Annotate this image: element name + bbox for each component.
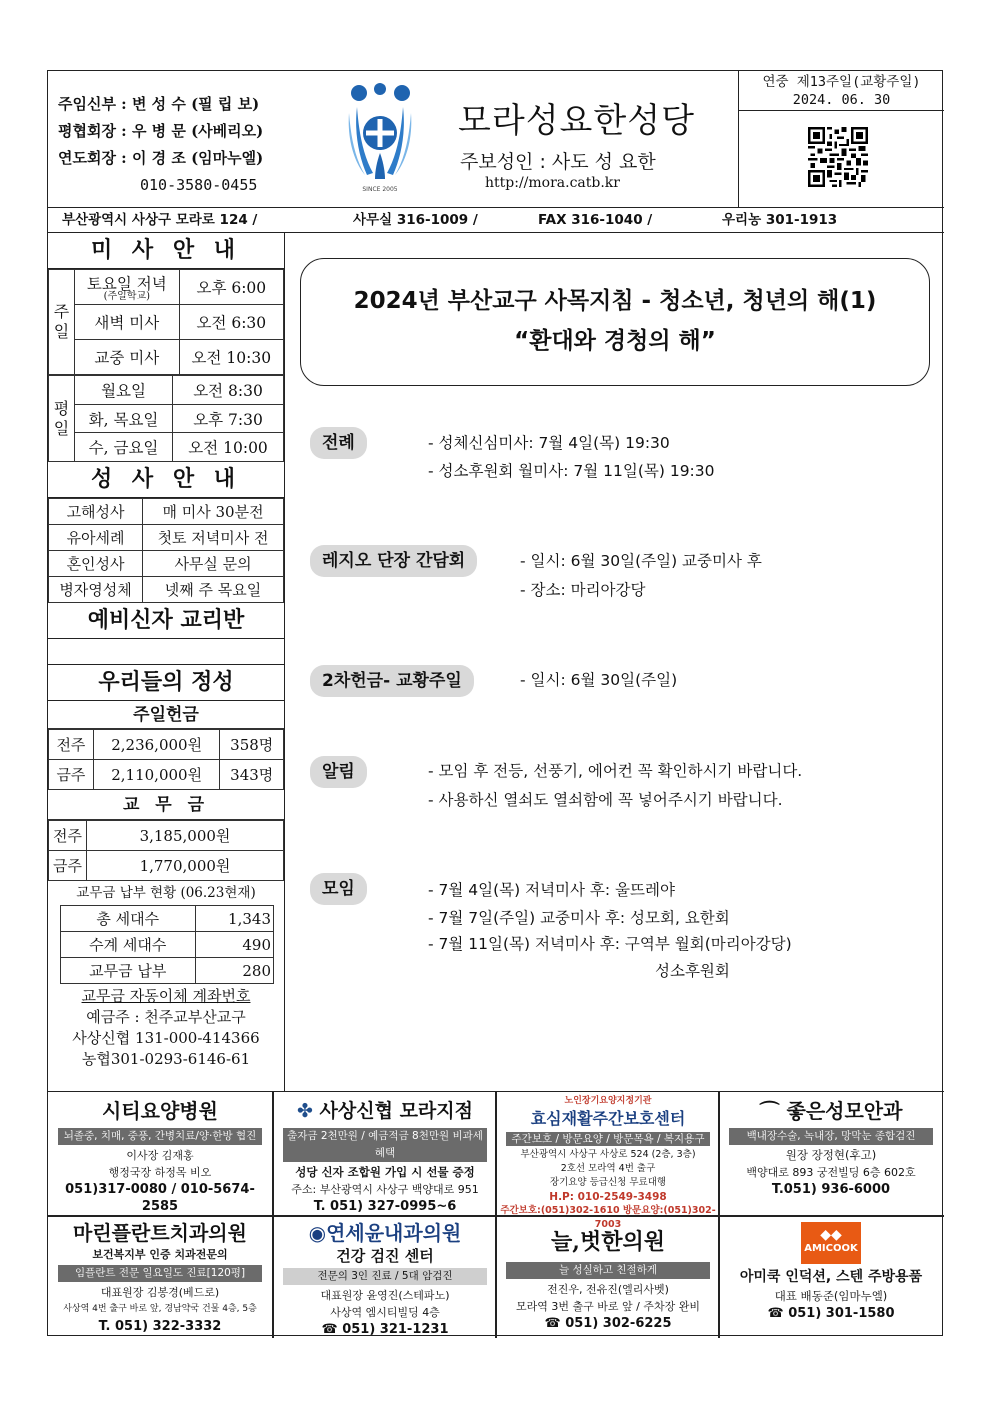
ad-line: 주소: 부산광역시 사상구 백양대로 951 bbox=[291, 1183, 479, 1196]
ad-name: 늘,벗한의원 bbox=[551, 1229, 665, 1255]
header bbox=[48, 71, 944, 208]
notice-item: - 성소후원회 월미사: 7월 11일(목) 19:30 bbox=[428, 462, 715, 480]
table-row bbox=[49, 730, 284, 760]
ad-sub: 건강 검진 센터 bbox=[336, 1247, 434, 1265]
ad-line: 백양대로 893 궁전빌딩 6층 602호 bbox=[746, 1166, 916, 1179]
announcement-badge: 알림 bbox=[310, 756, 367, 788]
account-title: 교무금 자동이체 계좌번호 bbox=[81, 987, 251, 1006]
mass-name: 토요일 저녁 (주일학교) bbox=[75, 270, 180, 305]
ad-daycare-center[interactable] bbox=[496, 1092, 720, 1230]
table-row bbox=[49, 499, 284, 525]
ad-name: ⌒ 좋은성모안과 bbox=[759, 1099, 903, 1123]
ad-oriental-clinic[interactable] bbox=[496, 1216, 720, 1339]
table-row bbox=[49, 340, 284, 375]
sunday-offering-title: 주일헌금 bbox=[48, 701, 284, 729]
ad-phone: ☎ 051) 301-1580 bbox=[767, 1306, 895, 1321]
account-info bbox=[48, 984, 284, 1070]
sacrament-table bbox=[48, 498, 284, 603]
ad-amicook[interactable] bbox=[719, 1216, 943, 1339]
ad-line: 대표원장 윤영진(스테파노) bbox=[320, 1289, 450, 1302]
ad-strip: 전문의 3인 진료 / 5대 암검진 bbox=[283, 1268, 487, 1285]
ad-line: 부산광역시 사상구 사상로 524 (2층, 3층) bbox=[520, 1149, 696, 1160]
issue-date: 2024. 06. 30 bbox=[792, 92, 891, 108]
ad-strip: 뇌졸중, 치매, 중풍, 간병치료/양·한방 협진 bbox=[58, 1128, 262, 1145]
notice-item: - 모임 후 전등, 선풍기, 에어컨 꼭 확인하시기 바랍니다. bbox=[428, 762, 803, 780]
table-row bbox=[49, 270, 284, 305]
sacrament-name: 혼인성사 bbox=[49, 551, 143, 577]
ad-line: 대표원장 김봉경(베드로) bbox=[100, 1286, 220, 1299]
ad-name: 아미쿡 인덕션, 스텐 주방용품 bbox=[739, 1269, 923, 1285]
ad-phone: ☎ 051) 321-1231 bbox=[321, 1322, 449, 1337]
ad-phone: T. 051) 327-0995~6 bbox=[313, 1199, 457, 1214]
sacrament-name: 병자영성체 bbox=[49, 577, 143, 603]
issue-box bbox=[739, 71, 944, 111]
ad-line: 장기요양 등급신청 무료대행 bbox=[549, 1177, 667, 1188]
table-row bbox=[49, 760, 284, 790]
week-label: 전주 bbox=[49, 730, 94, 760]
ad-line: 대표 배동준(임마누엘) bbox=[774, 1289, 888, 1303]
mass-time: 오전 10:30 bbox=[179, 340, 283, 375]
status-value: 490 bbox=[195, 932, 273, 958]
offering-amount: 2,236,000원 bbox=[93, 730, 220, 760]
status-value: 1,343 bbox=[195, 906, 273, 932]
logo-since-text: SINCE 2005 bbox=[362, 186, 398, 193]
sacrament-time: 넷째 주 목요일 bbox=[143, 577, 284, 603]
contact-bar bbox=[48, 208, 944, 233]
offering-count: 358명 bbox=[220, 730, 284, 760]
table-row bbox=[49, 525, 284, 551]
notice-item: - 7월 11일(목) 저녁미사 후: 구역부 월회(마리아강당) bbox=[428, 935, 792, 953]
mass-name: 화, 목요일 bbox=[75, 404, 173, 433]
ad-strip: 백내장수술, 녹내장, 망막눈 종합검진 bbox=[729, 1128, 933, 1145]
phone: 010-3580-0455 bbox=[140, 176, 258, 194]
chairman: 평협회장 : 우 병 문 (사베리오) bbox=[58, 122, 264, 140]
credit-union-logo-icon: ✤ bbox=[297, 1100, 320, 1122]
ad-strip: 출자금 2천만원 / 예금적금 8천만원 비과세 혜택 bbox=[283, 1128, 487, 1162]
ad-sub: 보건복지부 인증 치과전문의 bbox=[92, 1248, 228, 1261]
account-number-2: 농협301-0293-6146-61 bbox=[81, 1050, 251, 1069]
mass-name: 월요일 bbox=[75, 376, 173, 405]
ad-name: 효심재활주간보호센터 bbox=[530, 1109, 686, 1128]
ad-line: 사상역 엠시티빌딩 4층 bbox=[330, 1306, 440, 1319]
ad-name: ✤ 사상신협 모라지점 bbox=[297, 1100, 473, 1122]
pastor: 주임신부 : 변 성 수 (필 립 보) bbox=[58, 95, 260, 113]
notice-item: 성소후원회 bbox=[655, 962, 730, 980]
ad-phone: ☎ 051) 302-6225 bbox=[544, 1316, 672, 1331]
table-row bbox=[49, 404, 284, 433]
sacrament-time: 사무실 문의 bbox=[143, 551, 284, 577]
mass-sub: (주일학교) bbox=[103, 291, 151, 302]
ad-strip: 늘 성실하고 친절하게 bbox=[506, 1262, 710, 1279]
ad-phone: T.051) 936-6000 bbox=[771, 1182, 891, 1197]
banner-line-1: 2024년 부산교구 사목지침 - 청소년, 청년의 해(1) bbox=[353, 288, 877, 314]
bulletin-page bbox=[47, 70, 943, 1336]
sunday-offering-table bbox=[48, 729, 284, 790]
notice-item: - 사용하신 열쇠도 열쇠함에 꼭 넣어주시기 바랍니다. bbox=[428, 791, 783, 809]
table-row bbox=[61, 906, 274, 932]
weekday-mass-table bbox=[48, 375, 284, 462]
fax-number: FAX 316-1040 / bbox=[538, 212, 653, 228]
office-phone: 사무실 316-1009 / bbox=[353, 212, 478, 228]
ad-phone: 주간보호:(051)302-1610 방문요양:(051)302-7003 bbox=[500, 1205, 716, 1230]
ad-line: 전진우, 전유진(엘리사벳) bbox=[547, 1283, 669, 1296]
mass-name: 수, 금요일 bbox=[75, 433, 173, 462]
table-row bbox=[49, 376, 284, 405]
ad-strip: 주간보호 / 방문요양 / 방문목욕 / 복지용구 bbox=[506, 1132, 710, 1146]
notice-item: - 7월 7일(주일) 교중미사 후: 성모회, 요한회 bbox=[428, 909, 730, 927]
officers bbox=[58, 91, 328, 199]
amicook-logo: ◆◆ AMICOOK bbox=[801, 1222, 861, 1264]
patron-saint: 주보성인 : 사도 성 요한 bbox=[460, 151, 656, 173]
table-row bbox=[61, 958, 274, 984]
status-label: 수계 세대수 bbox=[61, 932, 196, 958]
ad-internal-clinic[interactable] bbox=[273, 1216, 497, 1339]
table-row bbox=[49, 851, 284, 881]
dues-amount: 3,185,000원 bbox=[87, 821, 284, 851]
ad-line: 2호선 모라역 4번 출구 bbox=[560, 1163, 656, 1174]
catechumen-empty-row bbox=[48, 639, 284, 665]
parish-name: 모라성요한성당 bbox=[458, 101, 695, 141]
left-column bbox=[48, 233, 285, 1091]
notice-item: - 일시: 6월 30일(주일) 교중미사 후 bbox=[520, 552, 762, 570]
eye-clinic-logo-icon: ⌒ bbox=[759, 1099, 787, 1123]
dues-status-table bbox=[60, 905, 274, 984]
week-label: 금주 bbox=[49, 760, 94, 790]
address: 부산광역시 사상구 모라로 124 / bbox=[62, 212, 258, 228]
legio-badge: 레지오 단장 간담회 bbox=[310, 545, 477, 577]
mass-time: 오전 6:30 bbox=[179, 305, 283, 340]
issue-info bbox=[738, 71, 944, 208]
pastoral-banner bbox=[300, 258, 930, 386]
ad-line: 성당 신자 조합원 가입 시 선물 증정 bbox=[295, 1165, 475, 1179]
ad-name: ◉연세윤내과의원 bbox=[308, 1221, 462, 1245]
status-value: 280 bbox=[195, 958, 273, 984]
second-collection-badge: 2차헌금- 교황주일 bbox=[310, 665, 474, 697]
sodality-head: 연도회장 : 이 경 조 (임마누엘) bbox=[58, 149, 264, 167]
table-row bbox=[49, 551, 284, 577]
notice-item: - 성체신심미사: 7월 4일(목) 19:30 bbox=[428, 434, 670, 452]
ad-name: 시티요양병원 bbox=[102, 1099, 218, 1123]
parish-logo bbox=[345, 83, 415, 195]
ad-line: 이사장 김재홍 bbox=[126, 1149, 194, 1162]
dues-table bbox=[48, 820, 284, 881]
meeting-badge: 모임 bbox=[310, 873, 367, 905]
liturgical-week: 연중 제13주일(교황주일) bbox=[762, 74, 921, 90]
advertisements bbox=[48, 1091, 944, 1337]
ad-top-label: 노인장기요양지정기관 bbox=[564, 1096, 652, 1106]
ad-strip: 임플란트 전문 일요일도 진료[120평] bbox=[58, 1265, 262, 1282]
sacrament-time: 매 미사 30분전 bbox=[143, 499, 284, 525]
sacrament-title: 성 사 안 내 bbox=[48, 462, 284, 498]
mass-time: 오전 10:00 bbox=[173, 433, 284, 462]
ad-phone: 051)317-0080 / 010-5674-2585 bbox=[65, 1182, 255, 1214]
table-row bbox=[61, 932, 274, 958]
mass-time: 오전 8:30 bbox=[173, 376, 284, 405]
status-label: 총 세대수 bbox=[61, 906, 196, 932]
ad-phone: T. 051) 322-3332 bbox=[98, 1319, 222, 1334]
ad-line: 행정국장 하정목 비오 bbox=[108, 1166, 212, 1179]
offering-title: 우리들의 정성 bbox=[48, 665, 284, 701]
farm-phone: 우리농 301-1913 bbox=[722, 212, 838, 228]
table-row bbox=[49, 305, 284, 340]
notice-item: - 7월 4일(목) 저녁미사 후: 울뜨레야 bbox=[428, 881, 675, 899]
mass-schedule-title: 미 사 안 내 bbox=[48, 233, 284, 269]
status-label: 교무금 납부 bbox=[61, 958, 196, 984]
ad-dental-clinic[interactable] bbox=[48, 1216, 272, 1339]
offering-count: 343명 bbox=[220, 760, 284, 790]
sunday-mass-table bbox=[48, 269, 284, 375]
sacrament-time: 첫토 저녁미사 전 bbox=[143, 525, 284, 551]
mass-name: 새벽 미사 bbox=[75, 305, 180, 340]
notice-item: - 장소: 마리아강당 bbox=[520, 581, 646, 599]
sacrament-name: 유아세례 bbox=[49, 525, 143, 551]
qr-code-icon[interactable] bbox=[808, 127, 868, 187]
account-holder: 예금주 : 천주교부산교구 bbox=[86, 1008, 246, 1027]
ad-line: 사상역 4번 출구 바로 앞, 경남약국 건물 4층, 5층 bbox=[63, 1304, 257, 1314]
table-row bbox=[49, 433, 284, 462]
ad-eye-clinic[interactable] bbox=[719, 1092, 943, 1215]
mass-time: 오후 6:00 bbox=[179, 270, 283, 305]
mass-name: 교중 미사 bbox=[75, 340, 180, 375]
right-column bbox=[285, 233, 944, 1091]
table-row bbox=[49, 577, 284, 603]
website-url[interactable]: http://mora.catb.kr bbox=[485, 175, 620, 191]
table-row bbox=[49, 821, 284, 851]
notice-item: - 일시: 6월 30일(주일) bbox=[520, 671, 678, 689]
ad-name: 마린플란트치과의원 bbox=[73, 1221, 247, 1245]
catechumen-title: 예비신자 교리반 bbox=[48, 603, 284, 639]
dues-amount: 1,770,000원 bbox=[87, 851, 284, 881]
sunday-label: 주 일 bbox=[49, 270, 75, 375]
mass-time: 오후 7:30 bbox=[173, 404, 284, 433]
sacrament-name: 고해성사 bbox=[49, 499, 143, 525]
ad-line: 모라역 3번 출구 바로 앞 / 주차장 완비 bbox=[516, 1300, 700, 1313]
ad-line: 원장 장정현(후고) bbox=[785, 1148, 877, 1162]
clinic-logo-icon: ◉ bbox=[308, 1221, 327, 1245]
dues-status-title: 교무금 납부 현황 (06.23현재) bbox=[76, 885, 256, 902]
liturgy-badge: 전례 bbox=[310, 427, 367, 459]
banner-line-2: “환대와 경청의 해” bbox=[514, 328, 716, 354]
ad-mobile: H.P: 010-2549-3498 bbox=[549, 1191, 667, 1203]
weekday-label: 평 일 bbox=[49, 376, 75, 462]
week-label: 전주 bbox=[49, 821, 87, 851]
account-number-1: 사상신협 131-000-414366 bbox=[72, 1029, 260, 1048]
ad-credit-union[interactable] bbox=[273, 1092, 497, 1215]
ad-city-hospital[interactable] bbox=[48, 1092, 272, 1215]
amicook-logo-icon: ◆◆ bbox=[820, 1227, 842, 1243]
week-label: 금주 bbox=[49, 851, 87, 881]
dues-title: 교 무 금 bbox=[48, 790, 284, 820]
offering-amount: 2,110,000원 bbox=[93, 760, 220, 790]
